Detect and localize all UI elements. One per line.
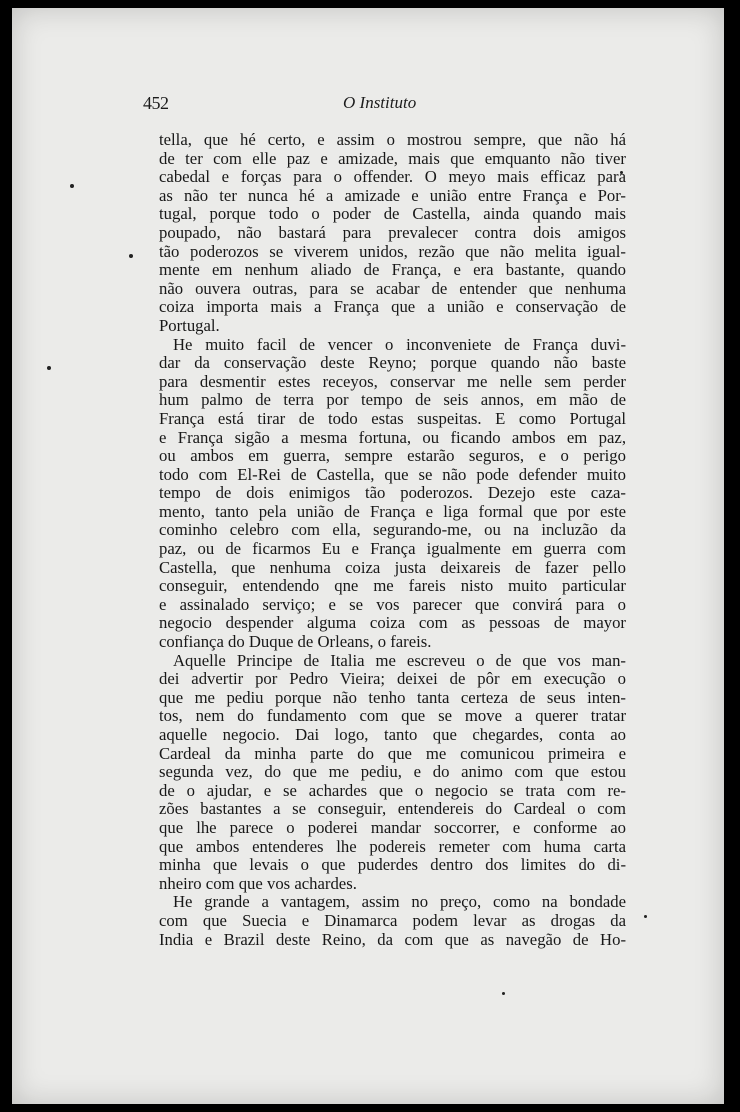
text-line: Cardeal da minha parte do que me comunicou primeira e bbox=[159, 743, 626, 763]
text-line: Aquelle Principe de Italia me escreveu o de que vos man- bbox=[173, 650, 626, 670]
text-line: minha que levais o que puderdes dentro dos limites do di- bbox=[159, 855, 626, 875]
text-line: segunda vez, do que me pediu, e do animo com que estou bbox=[159, 762, 626, 782]
text-line: e França sigão a mesma fortuna, ou ficando ambos em paz, bbox=[159, 427, 626, 447]
text-line: He grande a vantagem, assim no preço, como na bondade bbox=[173, 892, 626, 912]
text-line: nheiro com que vos achardes. bbox=[159, 873, 357, 893]
text-line: para desmentir estes receyos, conservar me nelle sem perder bbox=[159, 371, 626, 391]
ink-speck bbox=[129, 254, 133, 258]
text-line: poupado, não bastará para prevalecer contra dois amigos bbox=[159, 222, 626, 242]
text-line: que lhe parece o poderei mandar soccorrer, e conforme ao bbox=[159, 817, 626, 837]
text-line: cabedal e forças para o offender. O meyo mais efficaz para bbox=[159, 167, 626, 187]
text-line: cominho celebro com ella, segurando-me, ou na incluzão da bbox=[159, 520, 626, 540]
text-line: as não ter nunca hé a amizade e união entre França e Por- bbox=[159, 185, 626, 205]
text-line: de ter com elle paz e amizade, mais que emquanto não tiver bbox=[159, 148, 626, 168]
text-line: não ouvera outras, para se acabar de entender que nenhuma bbox=[159, 278, 626, 298]
text-line: hum palmo de terra por tempo de seis annos, em mão de bbox=[159, 390, 626, 410]
text-line: de o ajudar, e se achardes que o negocio se trata com re- bbox=[159, 780, 626, 800]
page-number: 452 bbox=[143, 93, 169, 113]
text-line: tos, nem do fundamento com que se move a querer tratar bbox=[159, 706, 626, 726]
text-line: que me pediu porque não tenho tanta certeza de seus inten- bbox=[159, 687, 626, 707]
text-line: tempo de dois enimigos tão poderozos. Dezejo este caza- bbox=[159, 483, 626, 503]
text-line: com que Suecia e Dinamarca podem levar as drogas da bbox=[159, 910, 626, 930]
text-line: França está tirar de todo estas suspeitas. E como Portugal bbox=[159, 408, 626, 428]
text-line: aquelle negocio. Dai logo, tanto que chegardes, conta ao bbox=[159, 725, 626, 744]
text-line: paz, ou de ficarmos Eu e França igualmente em guerra com bbox=[159, 539, 626, 559]
text-line: coiza importa mais a França que a união e conservação de bbox=[159, 297, 626, 317]
text-line: dei advertir por Pedro Vieira; deixei de pôr em execução o bbox=[159, 669, 626, 689]
page-header bbox=[143, 93, 625, 119]
ink-speck bbox=[644, 915, 647, 918]
text-line: mento, tanto pela união de França e liga formal que por este bbox=[159, 501, 626, 521]
ink-speck bbox=[70, 184, 74, 188]
text-line: confiança do Duque de Orleans, o fareis. bbox=[159, 632, 432, 652]
text-line: todo com El-Rei de Castella, que se não pode defender muito bbox=[159, 464, 626, 484]
text-line: que ambos entenderes lhe podereis remeter com huma carta bbox=[159, 836, 626, 856]
text-line: negocio despender alguma coiza com as pessoas de mayor bbox=[159, 613, 626, 633]
text-line: India e Brazil deste Reino, da com que as navegão de Ho- bbox=[159, 929, 626, 949]
text-line: ou ambos em guerra, sempre estarão seguros, e o perigo bbox=[159, 446, 626, 466]
text-line: e assinalado serviço; e se vos parecer que convirá para o bbox=[159, 594, 626, 614]
text-line: tugal, porque todo o poder de Castella, ainda quando mais bbox=[159, 204, 626, 224]
running-title: O Instituto bbox=[343, 93, 417, 112]
text-line: mente em nenhum aliado de França, e era bastante, quando bbox=[159, 260, 626, 280]
text-line: Castella, que nenhuma coiza justa deixareis de fazer pello bbox=[159, 557, 626, 577]
text-line: dar da conservação deste Reyno; porque quando não baste bbox=[159, 353, 626, 373]
text-line: Portugal. bbox=[159, 315, 220, 335]
text-line: conseguir, entendendo qne me fareis nisto muito particular bbox=[159, 576, 626, 596]
body-text bbox=[159, 131, 626, 949]
text-line: zões bastantes a se conseguir, entendereis do Cardeal o com bbox=[159, 799, 626, 819]
text-line: tão poderozos se viverem unidos, rezão que não melita igual- bbox=[159, 241, 626, 261]
ink-speck bbox=[47, 366, 51, 370]
text-line: He muito facil de vencer o inconveniete de França duvi- bbox=[173, 334, 626, 354]
ink-speck bbox=[502, 992, 505, 995]
text-line: tella, que hé certo, e assim o mostrou sempre, que não há bbox=[159, 130, 626, 149]
